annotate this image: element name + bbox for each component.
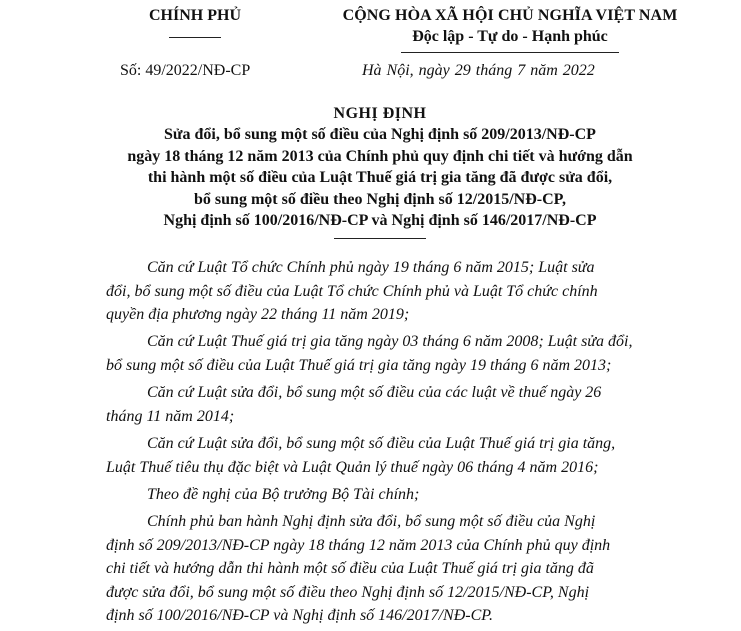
document-type: NGHỊ ĐỊNH — [333, 105, 427, 122]
text-line: định số 209/2013/NĐ-CP ngày 18 tháng 12 năm 2013 của Chính phủ quy định — [106, 536, 611, 554]
text-line: đổi, bổ sung một số điều của Luật Tổ chức Chính phủ và Luật Tổ chức chính — [106, 282, 598, 300]
preamble-paragraph — [106, 256, 680, 327]
text-line: Theo đề nghị của Bộ trưởng Bộ Tài chính; — [147, 485, 420, 503]
date-line: Hà Nội, ngày 29 tháng 7 năm 2022 — [362, 62, 595, 79]
text-line: Căn cứ Luật sửa đổi, bổ sung một số điều của các luật về thuế ngày 26 — [147, 384, 602, 402]
text-line: Luật Thuế tiêu thụ đặc biệt và Luật Quản lý thuế ngày 06 tháng 4 năm 2016; — [106, 458, 599, 476]
preamble-paragraph — [106, 510, 680, 628]
subject-line: Nghị định số 100/2016/NĐ-CP và Nghị định số 146/2017/NĐ-CP — [163, 212, 597, 229]
text-line: chi tiết và hướng dẫn thi hành một số điều của Luật Thuế giá trị gia tăng đã — [106, 560, 594, 578]
preamble-paragraph — [106, 483, 680, 507]
preamble-paragraph — [106, 330, 680, 377]
title-underline — [334, 238, 426, 239]
nation-name: CỘNG HÒA XÃ HỘI CHỦ NGHĨA VIỆT NAM — [342, 7, 678, 24]
text-line: Căn cứ Luật Tổ chức Chính phủ ngày 19 tháng 6 năm 2015; Luật sửa — [147, 259, 595, 276]
subject-line: thi hành một số điều của Luật Thuế giá trị gia tăng đã được sửa đổi, — [147, 169, 613, 186]
preamble — [106, 256, 680, 631]
text-line: định số 100/2016/NĐ-CP và Nghị định số 146/2017/NĐ-CP. — [106, 607, 493, 625]
text-line: bổ sung một số điều của Luật Thuế giá trị gia tăng ngày 19 tháng 6 năm 2013; — [106, 356, 612, 374]
preamble-paragraph — [106, 432, 680, 479]
document-number: Số: 49/2022/NĐ-CP — [120, 62, 251, 79]
text-line: quyền địa phương ngày 22 tháng 11 năm 2019; — [106, 306, 410, 324]
national-header — [300, 6, 720, 53]
text-line: Chính phủ ban hành Nghị định sửa đổi, bổ sung một số điều của Nghị — [147, 512, 596, 530]
national-motto: Độc lập - Tự do - Hạnh phúc — [412, 28, 608, 45]
motto-underline — [401, 52, 619, 53]
subject-line: Sửa đổi, bổ sung một số điều của Nghị định số 209/2013/NĐ-CP — [164, 126, 596, 143]
title-block — [60, 103, 700, 239]
issuer-block — [120, 6, 270, 38]
text-line: được sửa đổi, bổ sung một số điều theo Nghị định số 12/2015/NĐ-CP, Nghị — [106, 583, 590, 601]
text-line: Căn cứ Luật sửa đổi, bổ sung một số điều của Luật Thuế giá trị gia tăng, — [147, 434, 616, 452]
preamble-paragraph — [106, 381, 680, 428]
issuer-underline — [169, 37, 221, 38]
text-line: tháng 11 năm 2014; — [106, 407, 235, 425]
issuer-name: CHÍNH PHỦ — [149, 7, 241, 24]
subject-line: bổ sung một số điều theo Nghị định số 12/2015/NĐ-CP, — [194, 190, 566, 208]
text-line: Căn cứ Luật Thuế giá trị gia tăng ngày 03 tháng 6 năm 2008; Luật sửa đổi, — [147, 333, 633, 351]
subject-line: ngày 18 tháng 12 năm 2013 của Chính phủ quy định chi tiết và hướng dẫn — [127, 147, 633, 165]
